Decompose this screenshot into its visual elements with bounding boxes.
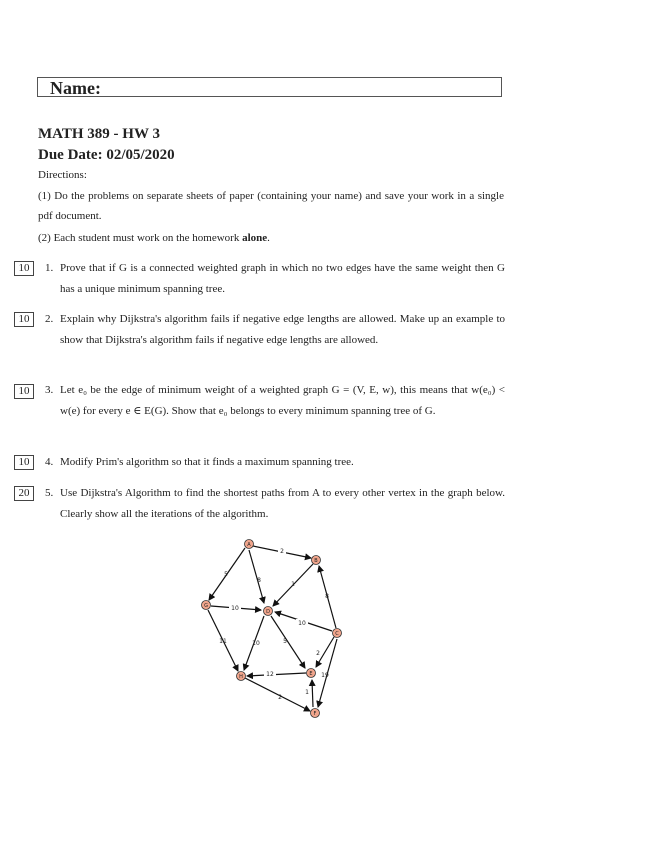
node-label: E: [309, 671, 313, 677]
name-label: Name:: [50, 78, 101, 98]
directions-line-2: [38, 228, 270, 248]
node-label: D: [266, 609, 270, 615]
weight-label: 10: [252, 640, 260, 647]
problem-2: [45, 309, 505, 351]
node-B: [312, 556, 321, 565]
weight-label: 12: [266, 671, 274, 678]
directions-line-1: (1) Do the problems on separate sheets of paper (containing your name) and save your work in a single pdf document.: [38, 190, 504, 222]
node-H: [237, 672, 246, 681]
node-label: G: [204, 603, 208, 609]
problem-text: Explain why Dijkstra's algorithm fails if negative edge lengths are allowed. Make up an example to show that Dijkstra's algorithm fails if negative edge lengths are allowed.: [60, 313, 505, 346]
weight-label: 11: [219, 638, 227, 645]
weight-label: 2: [316, 650, 320, 657]
weight-label: 1: [291, 581, 295, 588]
points-box-2: 10: [14, 312, 34, 327]
directions-line-2-text: (2) Each student must work on the homework: [38, 232, 243, 244]
node-D: [264, 607, 273, 616]
weight-label: 5: [283, 638, 287, 645]
problem-3: [45, 380, 505, 422]
node-C: [333, 629, 342, 638]
node-label: A: [247, 542, 251, 548]
problem-4: [45, 452, 505, 473]
edge-F-E: [312, 680, 313, 707]
node-E: [307, 669, 316, 678]
problem-5: [45, 483, 505, 525]
course-title: MATH 389 - HW 3: [38, 126, 160, 142]
weight-label: 10: [298, 620, 306, 627]
directions-heading: Directions:: [38, 169, 87, 181]
weight-label: 8: [257, 577, 261, 584]
problem-text: Let e₀ be the edge of minimum weight of a weighted graph G = (V, E, w), this means that w(e₀) < w(e) for every e ∈ E(G). Show that e₀ belongs to every minimum spanning tree of G.: [60, 384, 505, 417]
problem-1: [45, 258, 505, 300]
problem-number: 4.: [45, 456, 54, 468]
weight-label: 2: [278, 694, 282, 701]
weight-label: 19: [321, 672, 329, 679]
due-date: Due Date: 02/05/2020: [38, 147, 175, 163]
problem-text: Use Dijkstra's Algorithm to find the shortest paths from A to every other vertex in the graph below. Clearly show all the iterations of the algorithm.: [60, 487, 505, 520]
node-label: B: [314, 558, 318, 564]
problem-text: Modify Prim's algorithm so that it finds a maximum spanning tree.: [60, 456, 354, 468]
directions-alone: alone: [242, 232, 268, 244]
weight-label: 1: [305, 689, 309, 696]
node-F: [311, 709, 320, 718]
points-box-4: 10: [14, 455, 34, 470]
problem-number: 1.: [45, 262, 54, 274]
weight-label: 8: [325, 593, 329, 600]
points-box-1: 10: [14, 261, 34, 276]
weight-label: 5: [224, 571, 228, 578]
weight-label: 10: [231, 605, 239, 612]
node-A: [245, 540, 254, 549]
node-label: C: [335, 631, 339, 637]
node-G: [202, 601, 211, 610]
problem-number: 5.: [45, 487, 54, 499]
points-box-5: 20: [14, 486, 34, 501]
node-label: H: [239, 674, 243, 680]
node-label: F: [313, 711, 317, 717]
edge-E-H: [247, 673, 306, 676]
name-field[interactable]: [37, 77, 502, 97]
weight-label: 2: [280, 548, 284, 555]
problem-text: Prove that if G is a connected weighted graph in which no two edges have the same weight then G has a unique minimum spanning tree.: [60, 262, 505, 295]
problem-number: 2.: [45, 313, 54, 325]
directions-line-2-end: .: [267, 232, 270, 244]
problem-number: 3.: [45, 384, 54, 396]
weighted-graph: [190, 532, 350, 724]
points-box-3: 10: [14, 384, 34, 399]
